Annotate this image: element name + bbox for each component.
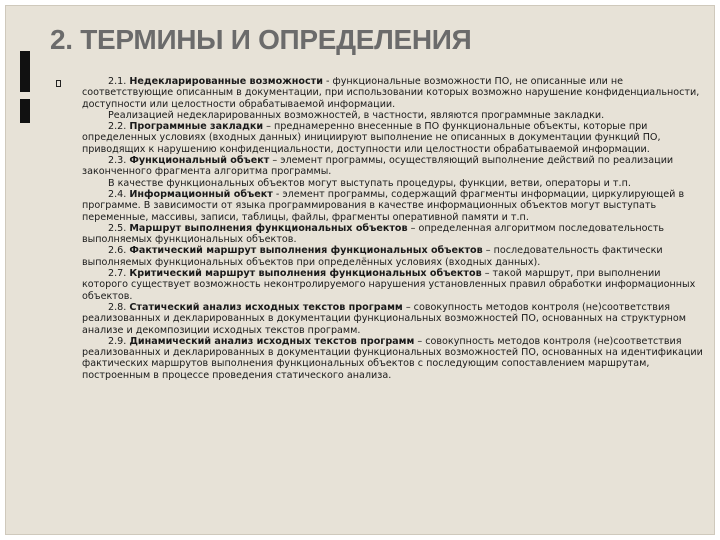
term: Динамический анализ исходных текстов программ <box>129 335 415 347</box>
term: Критический маршрут выполнения функциональных объектов <box>129 268 482 280</box>
slide-title: 2. ТЕРМИНЫ И ОПРЕДЕЛЕНИЯ <box>50 24 472 55</box>
paragraph: 2.6. Фактический маршрут выполнения функциональных объектов – последовательность фактически выполняемых функциональных объектов при определённых условиях (входных данных). <box>82 245 663 268</box>
term: Программные закладки <box>129 121 264 133</box>
decorative-bar-bottom <box>20 99 30 123</box>
paragraph: 2.2. Программные закладки – преднамеренно внесенные в ПО функциональные объекты, которые при определенных условиях (входных данных) инициируют выполнение не описанных в документации функций ПО, приводящих к нарушению конфиденциальности, доступности или целостности обрабатываемой информации. <box>82 121 661 155</box>
paragraph: Реализацией недекларированных возможностей, в частности, являются программные закладки. <box>108 109 605 121</box>
paragraph: 2.8. Статический анализ исходных текстов программ – совокупность методов контроля (не)соответствия реализованных и декларированных в документации функциональных возможностей ПО, основанных на структурном анализе и декомпозиции исходных текстов программ. <box>82 301 687 336</box>
term: Маршрут выполнения функциональных объектов <box>129 222 408 234</box>
bullet-icon <box>56 80 61 87</box>
term: Недекларированные возможности <box>129 76 323 87</box>
term: Статический анализ исходных текстов программ <box>129 301 403 313</box>
paragraph: 2.9. Динамический анализ исходных текстов программ – совокупность методов контроля (не)соответствия реализованных и декларированных в документации функциональных возможностей ПО, основанных на идентификации фактических маршрутов выполнения функциональных объектов с последующим сопоставлением маршрутам, построенным в процессе проведения статического анализа. <box>82 335 703 381</box>
term: Информационный объект <box>129 188 273 200</box>
paragraph: В качестве функциональных объектов могут выступать процедуры, функции, ветви, операторы и т.п. <box>108 177 631 189</box>
paragraph: 2.7. Критический маршрут выполнения функциональных объектов – такой маршрут, при выполнении которого существует возможность неконтролируемого нарушения установленных правил обработки информационных объектов. <box>82 268 696 302</box>
paragraph: 2.3. Функциональный объект – элемент программы, осуществляющий выполнение действий по реализации законченного фрагмента алгоритма программы. <box>82 155 674 178</box>
paragraph: 2.5. Маршрут выполнения функциональных объектов – определенная алгоритмом последовательность выполняемых функциональных объектов. <box>82 222 665 246</box>
term: Функциональный объект <box>129 155 270 167</box>
slide <box>5 5 715 535</box>
decorative-bar-top <box>20 51 30 92</box>
term: Фактический маршрут выполнения функциональных объектов <box>129 245 483 257</box>
slide-body <box>82 76 706 381</box>
paragraph: 2.4. Информационный объект - элемент программы, содержащий фрагменты информации, циркулирующей в программе. В зависимости от языка программирования в качестве информационных объектов могут выступать переменные, массивы, записи, таблицы, файлы, фрагменты оперативной памяти и т.п. <box>82 188 685 223</box>
paragraph: 2.1. Недекларированные возможности - функциональные возможности ПО, не описанные или не соответствующие описанным в документации, при использовании которых возможно нарушение конфиденциальности, доступности или целостности обрабатываемой информации. <box>82 76 700 110</box>
